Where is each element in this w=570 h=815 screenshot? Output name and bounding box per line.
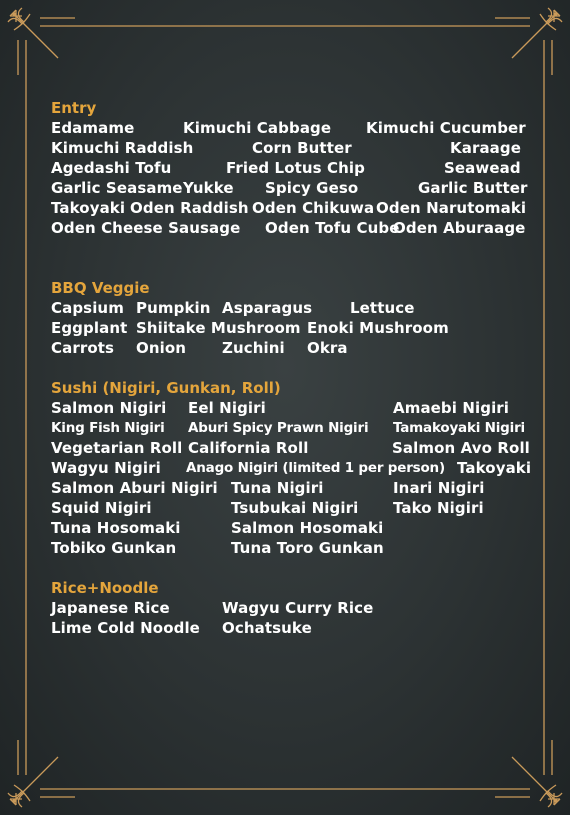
section-title-bbq-veggie: BBQ Veggie bbox=[51, 279, 150, 297]
menu-item: Lettuce bbox=[350, 299, 415, 317]
menu-item: Salmon Avo Roll bbox=[392, 439, 530, 457]
menu-item: Edamame bbox=[51, 119, 135, 137]
menu-item: Onion bbox=[136, 339, 187, 357]
menu-item: Asparagus bbox=[222, 299, 313, 317]
menu-item: Pumpkin bbox=[136, 299, 211, 317]
menu-item: Kimuchi Cucumber bbox=[366, 119, 526, 137]
menu-item: Okra bbox=[307, 339, 348, 357]
section-title-rice-noodle: Rice+Noodle bbox=[51, 579, 159, 597]
menu-item: Corn Butter bbox=[252, 139, 352, 157]
menu-item: Enoki Mushroom bbox=[307, 319, 449, 337]
menu-item: Wagyu Curry Rice bbox=[222, 599, 374, 617]
menu-item: Ochatsuke bbox=[222, 619, 312, 637]
menu-item: Carrots bbox=[51, 339, 115, 357]
menu-item: California Roll bbox=[188, 439, 309, 457]
menu-item: Tamakoyaki Nigiri bbox=[393, 420, 525, 436]
menu-item: Capsium bbox=[51, 299, 124, 317]
menu-item: Oden Narutomaki bbox=[376, 199, 527, 217]
menu-item: Inari Nigiri bbox=[393, 479, 485, 497]
menu-item: Fried Lotus Chip bbox=[226, 159, 365, 177]
menu-item: Oden Aburaage bbox=[393, 219, 526, 237]
menu-item: Tuna Toro Gunkan bbox=[231, 539, 384, 557]
menu-item: Takoyaki bbox=[457, 459, 532, 477]
menu-item: Seawead bbox=[444, 159, 521, 177]
menu-item: Takoyaki bbox=[51, 199, 126, 217]
menu-item: Vegetarian Roll bbox=[51, 439, 183, 457]
section-title-entry: Entry bbox=[51, 99, 97, 117]
section-title-sushi: Sushi (Nigiri, Gunkan, Roll) bbox=[51, 379, 281, 397]
menu-item: Karaage bbox=[450, 139, 521, 157]
menu-item: Eggplant bbox=[51, 319, 128, 337]
menu-item: Yukke bbox=[183, 179, 234, 197]
menu-item: Amaebi Nigiri bbox=[393, 399, 510, 417]
menu-item: Oden Tofu Cube bbox=[265, 219, 400, 237]
menu-item: Shiitake Mushroom bbox=[136, 319, 301, 337]
menu-item: Oden Cheese Sausage bbox=[51, 219, 241, 237]
menu-item: Salmon Aburi Nigiri bbox=[51, 479, 218, 497]
menu-item: Anago Nigiri (limited 1 per person) bbox=[186, 460, 445, 476]
menu-item: Tobiko Gunkan bbox=[51, 539, 177, 557]
menu-item: Kimuchi Raddish bbox=[51, 139, 194, 157]
menu-item: Garlic Butter bbox=[418, 179, 528, 197]
menu-item: Wagyu Nigiri bbox=[51, 459, 161, 477]
menu-item: Agedashi Tofu bbox=[51, 159, 172, 177]
menu-item: Tsubukai Nigiri bbox=[231, 499, 359, 517]
menu-item: Salmon Nigiri bbox=[51, 399, 167, 417]
menu-item: Spicy Geso bbox=[265, 179, 359, 197]
menu-item: Oden Raddish bbox=[130, 199, 249, 217]
menu-item: Squid Nigiri bbox=[51, 499, 152, 517]
menu-item: Lime Cold Noodle bbox=[51, 619, 200, 637]
menu-item: Salmon Hosomaki bbox=[231, 519, 384, 537]
menu-item: Zuchini bbox=[222, 339, 285, 357]
menu-item: Tuna Hosomaki bbox=[51, 519, 181, 537]
menu-item: Tuna Nigiri bbox=[231, 479, 324, 497]
menu-item: Eel Nigiri bbox=[188, 399, 266, 417]
menu-item: Garlic Seasame bbox=[51, 179, 183, 197]
menu-item: Japanese Rice bbox=[51, 599, 170, 617]
menu-item: Oden Chikuwa bbox=[252, 199, 375, 217]
menu-item: Tako Nigiri bbox=[393, 499, 484, 517]
menu-item: King Fish Nigiri bbox=[51, 420, 165, 436]
menu-item: Kimuchi Cabbage bbox=[183, 119, 332, 137]
menu-item: Aburi Spicy Prawn Nigiri bbox=[188, 420, 369, 436]
